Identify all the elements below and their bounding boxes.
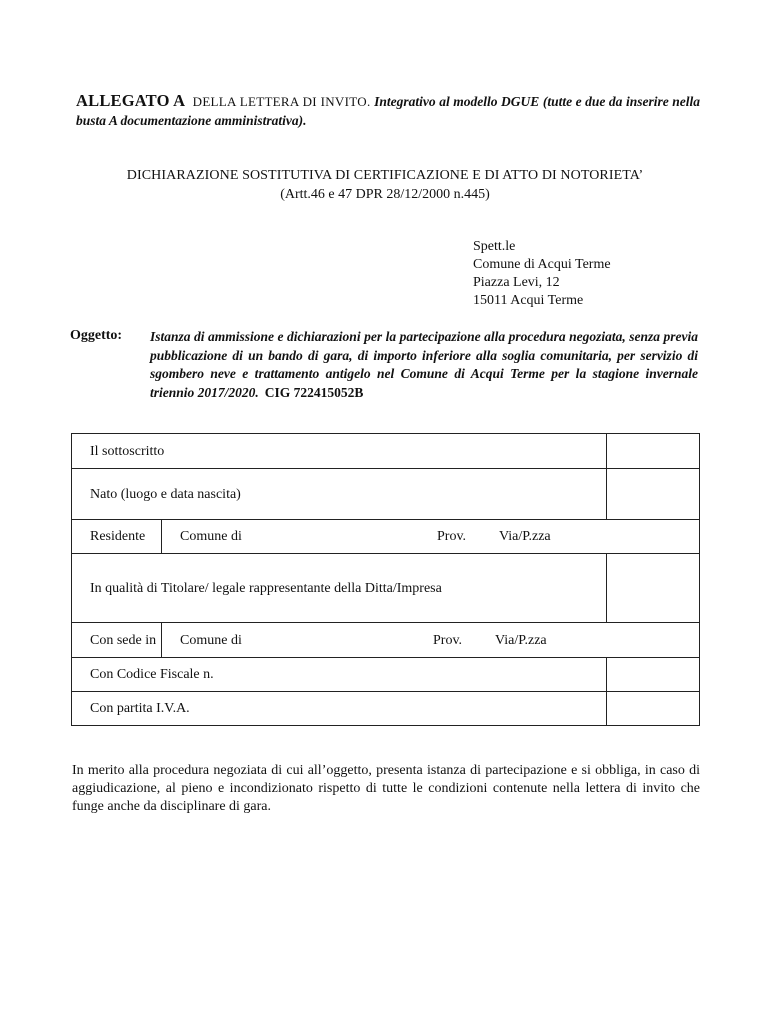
attachment-note: Integrativo al modello DGUE (tutte e due da inserire nella busta A documentazione amministrativa). [76,94,701,128]
residence-label: Residente [72,520,162,554]
recipient-address [473,238,611,310]
declarant-form-table [71,433,700,726]
tax-code-label: Con Codice Fiscale n. [72,658,607,692]
subject-text-block [150,328,698,402]
table-row [72,692,700,726]
residence-field[interactable] [162,520,700,554]
tax-code-field[interactable] [607,658,700,692]
role-label: In qualità di Titolare/ legale rappresentante della Ditta/Impresa [72,554,607,623]
table-row [72,434,700,469]
table-row [72,520,700,554]
vat-field[interactable] [607,692,700,726]
table-row [72,469,700,520]
signatory-label: Il sottoscritto [72,434,607,469]
recipient-line: 15011 Acqui Terme [473,293,584,308]
birth-field[interactable] [607,469,700,520]
attachment-heading [76,92,700,131]
vat-label: Con partita I.V.A. [72,692,607,726]
recipient-line: Spett.le [473,239,516,254]
declaration-reference: (Artt.46 e 47 DPR 28/12/2000 n.445) [280,187,490,202]
recipient-line: Comune di Acqui Terme [473,257,611,272]
table-row [72,658,700,692]
seat-field[interactable] [162,623,700,658]
birth-label: Nato (luogo e data nascita) [72,469,607,520]
declaration-title-block [70,166,700,204]
declaration-title: DICHIARAZIONE SOSTITUTIVA DI CERTIFICAZIONE E DI ATTO DI NOTORIETA’ [126,168,644,183]
letter-reference: DELLA LETTERA DI INVITO. [192,94,371,109]
attachment-label: ALLEGATO A [76,91,186,110]
seat-prov-label: Prov. [433,632,463,648]
seat-comune-label: Comune di [180,632,242,648]
table-row [72,623,700,658]
residence-via-label: Via/P.zza [499,529,551,544]
residence-comune-label: Comune di [180,529,242,544]
role-field[interactable] [607,554,700,623]
subject-text: Istanza di ammissione e dichiarazioni per la partecipazione alla procedura negoziata, senza previa pubblicazione di un bando di gara, di importo inferiore alla soglia comunitaria, per servizio di sgombero neve e trattamento antigelo nel Comune di Acqui Terme per la stagione invernale triennio 2017/2020. [150,329,698,400]
recipient-line: Piazza Levi, 12 [473,275,560,290]
signatory-field[interactable] [607,434,700,469]
obligation-paragraph: In merito alla procedura negoziata di cui all’oggetto, presenta istanza di partecipazione e si obbliga, in caso di aggiudicazione, al pieno e incondizionato rispetto di tutte le condizioni contenute nella lettera di invito che funge anche da disciplinare di gara. [72,763,700,814]
cig-code: CIG 722415052B [264,384,364,400]
seat-label: Con sede in [72,623,162,658]
seat-via-label: Via/P.zza [495,632,547,648]
residence-prov-label: Prov. [437,529,467,544]
table-row [72,554,700,623]
subject-label: Oggetto: [70,328,123,343]
